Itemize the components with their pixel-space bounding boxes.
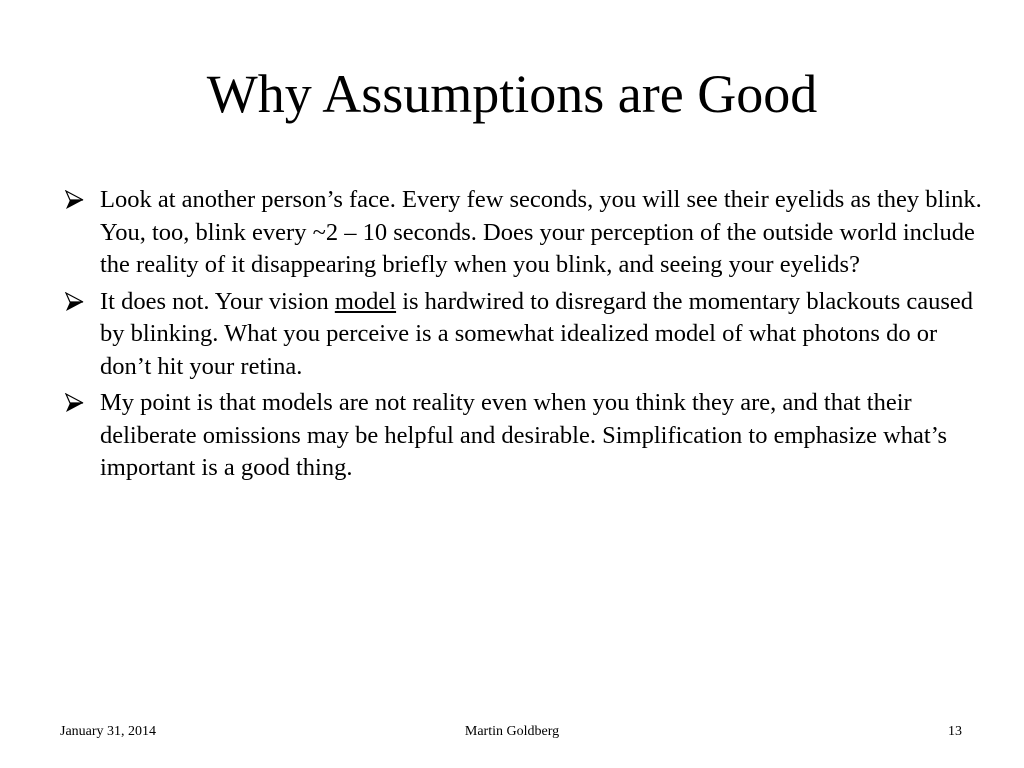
page-number: 13 <box>948 724 962 739</box>
bullet-item <box>64 387 984 485</box>
bullet-text-segment: is hardwired to disregard the momentary blackouts caused by blinking. What you perceive is a somewhat idealized model of what photons do or don’t hit your retina. <box>100 287 974 380</box>
bullet-list <box>64 184 984 489</box>
underlined-term-model: model <box>334 287 397 315</box>
arrowhead-bullet-icon <box>64 393 84 413</box>
bullet-text-segment: It does not. Your vision <box>100 287 335 315</box>
bullet-item <box>64 184 984 282</box>
footer-date: January 31, 2014 <box>60 724 157 739</box>
bullet-item <box>64 286 984 384</box>
bullet-text: My point is that models are not reality even when you think they are, and that their deliberate omissions may be helpful and desirable. Simplification to emphasize what’s important is a good thing. <box>100 389 948 481</box>
footer-author: Martin Goldberg <box>464 724 560 739</box>
arrowhead-bullet-icon <box>64 292 84 312</box>
arrowhead-bullet-icon <box>64 190 84 210</box>
bullet-text <box>100 286 984 384</box>
slide-title: Why Assumptions are Good <box>206 64 818 124</box>
bullet-text: Look at another person’s face. Every few seconds, you will see their eyelids as they blink. You, too, blink every ~2 – 10 seconds. Does your perception of the outside world include the reality of it disappearing briefly when you blink, and seeing your eyelids? <box>100 186 982 278</box>
